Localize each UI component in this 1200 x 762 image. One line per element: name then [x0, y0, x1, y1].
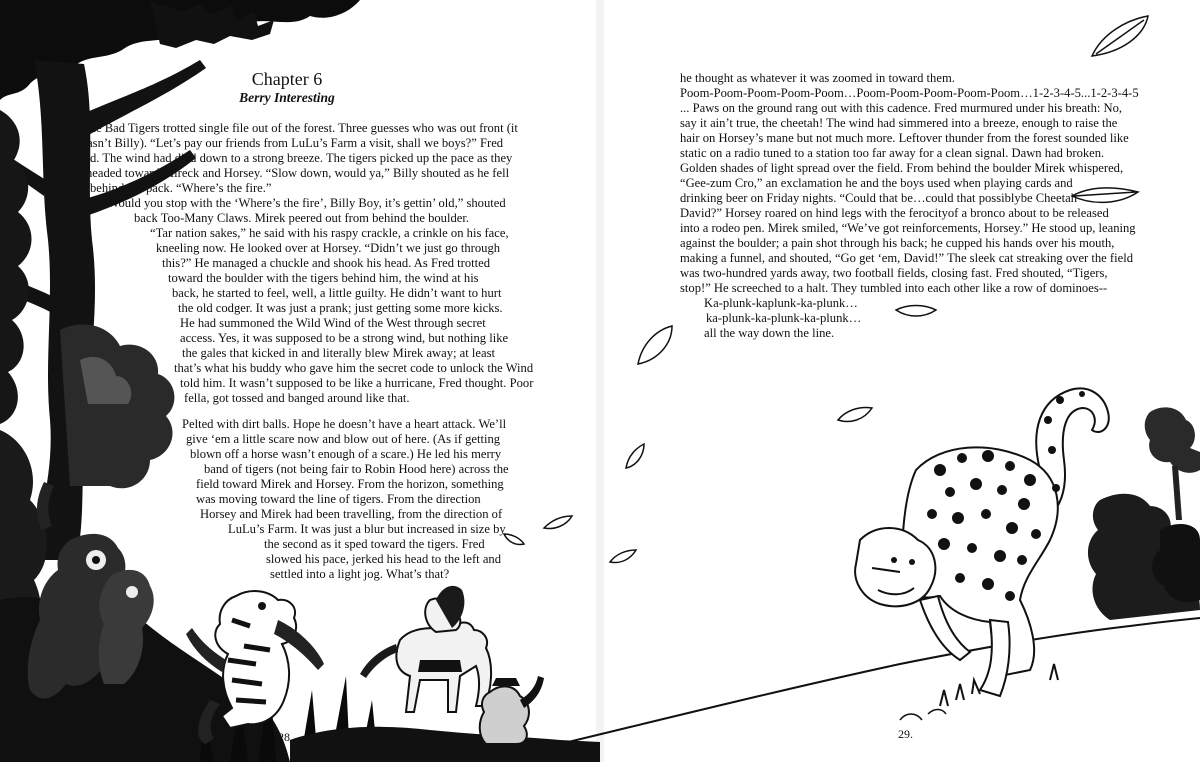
- text-line: against the boulder; a pain shot through his back; he cupped his hands over his mouth,: [680, 236, 1115, 250]
- text-line: making a funnel, and shouted, “Go get ‘em, David!” The sleek cat streaking over the field: [680, 251, 1133, 265]
- text-line: say it ain’t true, the cheetah! The wind had simmered into a breeze, enough to raise the: [680, 116, 1118, 130]
- text-line: told him. It wasn’t supposed to be like a hurricane, Fred thought. Poor: [180, 376, 534, 390]
- text-line: the second as it sped toward the tigers. Fred: [264, 537, 485, 551]
- horse-character: [360, 586, 491, 712]
- text-line: Horsey and Mirek had been travelling, from the direction of: [200, 507, 503, 521]
- text-line: The Bad Tigers trotted single file out of the forest. Three guesses who was out front (it: [82, 121, 518, 135]
- page-number-right: 29.: [898, 727, 913, 741]
- text-line: He had summoned the Wild Wind of the West through secret: [180, 316, 486, 330]
- text-line: access. Yes, it was supposed to be a strong wind, but nothing like: [180, 331, 509, 345]
- text-line: “Gee-zum Cro,” an exclamation he and the boys used when playing cards and: [680, 176, 1073, 190]
- text-line: settled into a light jog. What’s that?: [270, 567, 450, 581]
- text-line: Poom-Poom-Poom-Poom-Poom…Poom-Poom-Poom-Poom-Poom…1-2-3-4-5...1-2-3-4-5: [680, 86, 1139, 100]
- text-line: static on a radio tuned to a station too far away for a clean signal. Dawn had broken.: [680, 146, 1105, 160]
- text-line: the old codger. It was just a prank; just getting some more kicks.: [178, 301, 503, 315]
- text-line: ... Paws on the ground rang out with this cadence. Fred murmured under his breath: No,: [680, 101, 1123, 115]
- text-line: field toward Mirek and Horsey. From the horizon, something: [196, 477, 504, 491]
- text-line: Golden shades of light spread over the field. From behind the boulder Mirek whispered,: [680, 161, 1124, 175]
- text-line: said. The wind had died down to a strong breeze. The tigers picked up the pace as they: [76, 151, 513, 165]
- text-line: was two-hundred yards away, two football fields, closing fast. Fred shouted, “Tigers,: [680, 266, 1108, 280]
- text-line: he thought as whatever it was zoomed in toward them.: [680, 71, 955, 85]
- text-line: fella, got tossed and banged around like that.: [184, 391, 410, 405]
- text-line: David?” Horsey roared on hind legs with the ferocityof a bronco about to be released: [680, 206, 1109, 220]
- text-line: into a rodeo pen. Mirek smiled, “We’ve got reinforcements, Horsey.” He stood up, leaning: [680, 221, 1136, 235]
- text-line: slowed his pace, jerked his head to the left and: [266, 552, 502, 566]
- text-line: “Would you stop with the ‘Where’s the fire’, Billy Boy, it’s gettin’ old,” shouted: [102, 196, 506, 210]
- text-line: blown off a horse wasn’t enough of a scare.) He led his merry: [190, 447, 502, 461]
- text-line: the gales that kicked in and literally blew Mirek away; at least: [182, 346, 495, 360]
- text-line: headed toward Mireck and Horsey. “Slow down, would ya,” Billy shouted as he fell: [86, 166, 510, 180]
- text-line: give ‘em a little scare now and blow out of here. (As if getting: [186, 432, 501, 446]
- text-line: hair on Horsey’s mane but not much more. Leftover thunder from the forest sounded like: [680, 131, 1129, 145]
- chapter-subtitle: Berry Interesting: [239, 90, 335, 105]
- text-line: kneeling now. He looked over at Horsey. “Didn’t we just go through: [156, 241, 501, 255]
- text-line: this?” He managed a chuckle and shook his head. As Fred trotted: [162, 256, 491, 270]
- text-line: that’s what his buddy who gave him the secret code to unlock the Wind: [174, 361, 534, 375]
- text-line: back, he started to feel, well, a little guilty. He didn’t want to hurt: [172, 286, 502, 300]
- text-line: toward the boulder with the tigers behind him, the wind at his: [168, 271, 479, 285]
- text-line: wasn’t Billy). “Let’s pay our friends from LuLu’s Farm a visit, shall we boys?” Fred: [78, 136, 504, 150]
- text-line: was moving toward the line of tigers. From the direction: [196, 492, 481, 506]
- text-line: stop!” He screeched to a halt. They tumbled into each other like a row of dominoes--: [680, 281, 1108, 295]
- text-line: ka-plunk-ka-plunk-ka-plunk…: [706, 311, 862, 325]
- text-line: band of tigers (not being fair to Robin Hood here) across the: [204, 462, 509, 476]
- chapter-title: Chapter 6: [251, 69, 323, 89]
- text-line: “Tar nation sakes,” he said with his raspy crackle, a crinkle on his face,: [150, 226, 509, 240]
- field-horizon: [560, 618, 1200, 744]
- text-line: Ka-plunk-kaplunk-ka-plunk…: [704, 296, 858, 310]
- right-edge-trees: [1088, 407, 1200, 620]
- text-line: Pelted with dirt balls. Hope he doesn’t have a heart attack. We’ll: [182, 417, 507, 431]
- text-line: back Too-Many Claws. Mirek peered out from behind the boulder.: [134, 211, 469, 225]
- text-line: all the way down the line.: [704, 326, 835, 340]
- page-gutter: [596, 0, 604, 762]
- text-line: drinking beer on Friday nights. “Could that be…could that possiblybe Cheetah: [680, 191, 1077, 205]
- page-number-left: 28.: [278, 730, 293, 744]
- text-line: behind the pack. “Where’s the fire.”: [90, 181, 272, 195]
- cheetah-character: [855, 388, 1109, 696]
- text-line: LuLu’s Farm. It was just a blur but increased in size by: [228, 522, 506, 536]
